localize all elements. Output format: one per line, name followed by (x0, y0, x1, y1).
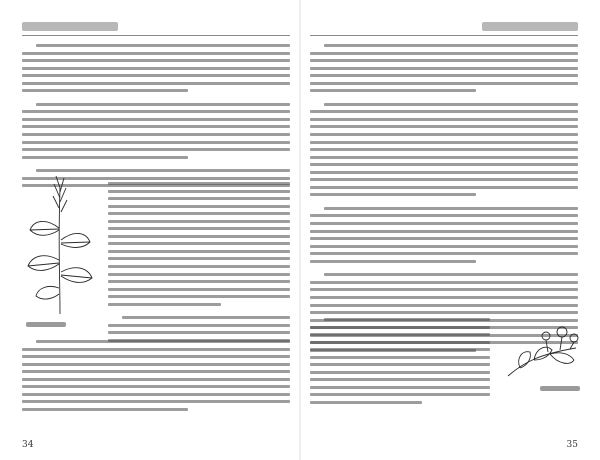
text-line (310, 304, 578, 307)
text-line (310, 311, 578, 314)
text-line (22, 89, 188, 92)
text-line (22, 355, 290, 358)
text-line (108, 212, 290, 215)
text-line (22, 378, 290, 381)
text-line (22, 82, 290, 85)
text-line (22, 385, 290, 388)
text-line (310, 82, 578, 85)
right-page-number: 35 (566, 440, 578, 450)
text-line (108, 250, 290, 253)
text-line (310, 348, 490, 351)
text-line (310, 214, 578, 217)
text-line (310, 252, 578, 255)
text-line (108, 257, 290, 260)
text-line (310, 356, 490, 359)
text-line (22, 67, 290, 70)
text-line (310, 288, 578, 291)
text-line (108, 295, 290, 298)
text-line (310, 386, 490, 389)
left-illustration-caption (26, 322, 66, 327)
text-line (22, 59, 290, 62)
left-header-rule (22, 35, 290, 36)
text-line (310, 363, 490, 366)
text-line (108, 288, 290, 291)
right-text-beside-illustration (310, 318, 490, 409)
left-page-number: 34 (22, 440, 34, 450)
text-line (310, 371, 490, 374)
text-line (310, 133, 578, 136)
text-line (108, 280, 290, 283)
text-line (310, 341, 490, 344)
text-line (108, 273, 290, 276)
text-line (310, 260, 476, 263)
text-line (310, 89, 476, 92)
text-line (108, 227, 290, 230)
text-line (108, 324, 290, 327)
text-line (22, 74, 290, 77)
text-line (22, 133, 290, 136)
text-line (310, 393, 490, 396)
text-line (310, 148, 578, 151)
paragraph-gap (310, 97, 578, 103)
text-line (310, 74, 578, 77)
text-line (36, 44, 290, 47)
text-line (324, 44, 578, 47)
text-line (310, 193, 476, 196)
text-line (108, 220, 290, 223)
text-line (108, 205, 290, 208)
text-line (22, 125, 290, 128)
text-line (22, 52, 290, 55)
text-line (324, 273, 578, 276)
text-line (310, 59, 578, 62)
text-line (108, 235, 290, 238)
text-line (22, 370, 290, 373)
text-line (108, 197, 290, 200)
right-header-rule (310, 35, 578, 36)
text-line (310, 401, 422, 404)
text-line (22, 408, 188, 411)
left-text-bottom (22, 340, 290, 415)
text-line (108, 331, 290, 334)
text-line (310, 186, 578, 189)
text-line (324, 207, 578, 210)
text-line (22, 141, 290, 144)
text-line (310, 296, 578, 299)
flowering-herb-drawing-icon (500, 318, 584, 382)
text-line (310, 52, 578, 55)
text-line (22, 156, 188, 159)
text-line (324, 318, 490, 321)
right-running-head (482, 22, 578, 31)
text-line (108, 303, 221, 306)
sorrel-plant-drawing-icon (24, 168, 96, 316)
text-line (22, 363, 290, 366)
text-line (310, 163, 578, 166)
text-line (310, 118, 578, 121)
text-line (310, 141, 578, 144)
right-illustration-caption (540, 386, 580, 391)
text-line (108, 190, 290, 193)
text-line (310, 222, 578, 225)
text-line (36, 103, 290, 106)
text-line (310, 171, 578, 174)
text-line (310, 156, 578, 159)
text-line (310, 333, 490, 336)
paragraph-gap (22, 97, 290, 103)
left-text-beside-illustration (108, 182, 290, 346)
right-page (300, 0, 600, 460)
text-line (310, 237, 578, 240)
left-running-head (22, 22, 118, 31)
text-line (22, 118, 290, 121)
text-line (108, 182, 290, 185)
text-line (22, 348, 290, 351)
text-line (310, 230, 578, 233)
right-text-top (310, 44, 578, 356)
text-line (310, 125, 578, 128)
text-line (310, 245, 578, 248)
text-line (310, 178, 578, 181)
text-line (22, 400, 290, 403)
text-line (36, 340, 290, 343)
text-line (310, 326, 490, 329)
text-line (108, 265, 290, 268)
text-line (122, 316, 290, 319)
text-line (108, 242, 290, 245)
text-line (22, 110, 290, 113)
text-line (310, 378, 490, 381)
text-line (310, 110, 578, 113)
text-line (22, 393, 290, 396)
text-line (22, 148, 290, 151)
text-line (324, 103, 578, 106)
text-line (310, 281, 578, 284)
text-line (310, 67, 578, 70)
